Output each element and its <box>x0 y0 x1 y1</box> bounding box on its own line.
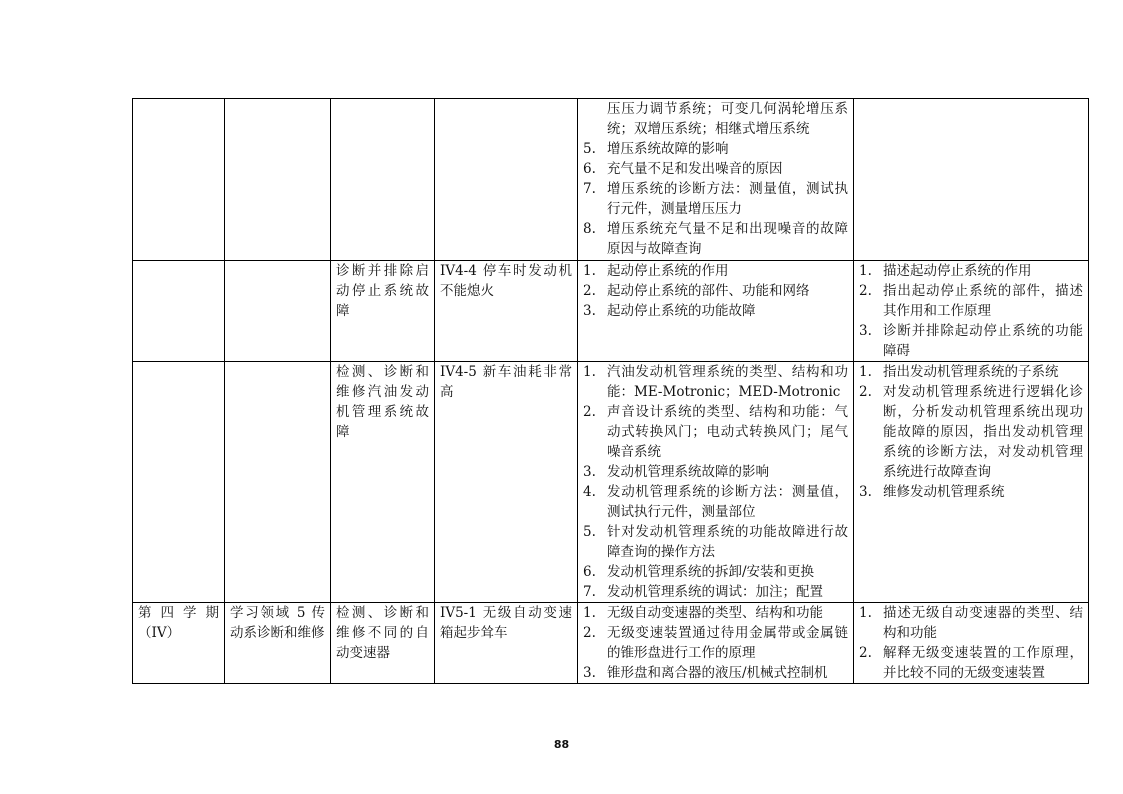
semester-cell <box>133 99 225 261</box>
table-row <box>133 603 1089 684</box>
goal-cell <box>854 99 1089 261</box>
content-list <box>583 139 848 259</box>
case-cell <box>435 99 578 261</box>
list-item: 3. 维修发动机管理系统 <box>859 484 1005 500</box>
curriculum-table <box>132 98 1089 684</box>
list-item: 3. 诊断并排除起动停止系统的功能障碍 <box>859 323 1083 359</box>
learning-field-cell <box>225 362 331 603</box>
list-item: 2. 对发动机管理系统进行逻辑化诊断，分析发动机管理系统出现功能故障的原因，指出发动机管理系统的诊断方法，对发动机管理系统进行故障查询 <box>859 384 1083 480</box>
list-item: 1. 起动停止系统的作用 <box>583 263 729 279</box>
list-item: 2. 起动停止系统的部件、功能和网络 <box>583 283 810 299</box>
task-cell: 诊断并排除启动停止系统故障 <box>331 261 435 362</box>
list-item: 7. 增压系统的诊断方法：测量值，测试执行元件，测量增压压力 <box>583 181 848 217</box>
semester-cell: 第四学期（IV） <box>133 603 225 684</box>
list-item: 8. 增压系统充气量不足和出现噪音的故障原因与故障查询 <box>583 221 848 257</box>
content-continuation: 压压力调节系统；可变几何涡轮增压系统；双增压系统；相继式增压系统 <box>607 101 848 137</box>
page-number: 88 <box>553 738 570 751</box>
list-item: 6. 充气量不足和发出噪音的原因 <box>583 161 783 177</box>
case-cell: IV4-5 新车油耗非常高 <box>435 362 578 603</box>
task-cell: 检测、诊断和维修不同的自动变速器 <box>331 603 435 684</box>
goal-list <box>859 362 1083 502</box>
goal-cell <box>854 261 1089 362</box>
content-cell <box>578 362 854 603</box>
content-cell <box>578 99 854 261</box>
list-item: 2. 无级变速装置通过待用金属带或金属链的锥形盘进行工作的原理 <box>583 625 848 661</box>
list-item: 1. 描述无级自动变速器的类型、结构和功能 <box>859 605 1083 641</box>
list-item: 1. 指出发动机管理系统的子系统 <box>859 364 1059 380</box>
list-item: 1. 汽油发动机管理系统的类型、结构和功能：ME-Motronic；MED-Motronic <box>583 364 848 400</box>
task-cell: 检测、诊断和维修汽油发动机管理系统故障 <box>331 362 435 603</box>
goal-list <box>859 261 1083 361</box>
list-item: 4. 发动机管理系统的诊断方法：测量值，测试执行元件，测量部位 <box>583 484 848 520</box>
content-cell <box>578 603 854 684</box>
content-list <box>583 362 848 602</box>
table-row <box>133 99 1089 261</box>
content-list <box>583 603 848 683</box>
learning-field-cell <box>225 99 331 261</box>
list-item: 1. 描述起动停止系统的作用 <box>859 263 1032 279</box>
semester-cell <box>133 362 225 603</box>
list-item: 3. 锥形盘和离合器的液压/机械式控制机 <box>583 665 828 681</box>
list-item: 2. 解释无级变速装置的工作原理，并比较不同的无级变速装置 <box>859 645 1083 681</box>
list-item: 3. 发动机管理系统故障的影响 <box>583 464 769 480</box>
table-row <box>133 362 1089 603</box>
list-item: 2. 指出起动停止系统的部件，描述其作用和工作原理 <box>859 283 1083 319</box>
goal-list <box>859 603 1083 683</box>
list-item: 3. 起动停止系统的功能故障 <box>583 303 756 319</box>
list-item: 1. 无级自动变速器的类型、结构和功能 <box>583 605 823 621</box>
goal-cell <box>854 603 1089 684</box>
table-row <box>133 261 1089 362</box>
list-item: 5. 针对发动机管理系统的功能故障进行故障查询的操作方法 <box>583 524 848 560</box>
learning-field-cell: 学习领域 5 传动系诊断和维修 <box>225 603 331 684</box>
goal-cell <box>854 362 1089 603</box>
case-cell: IV5-1 无级自动变速箱起步耸车 <box>435 603 578 684</box>
list-item: 6. 发动机管理系统的拆卸/安装和更换 <box>583 564 815 580</box>
list-item: 2. 声音设计系统的类型、结构和功能：气动式转换风门；电动式转换风门；尾气噪音系统 <box>583 404 848 460</box>
learning-field-cell <box>225 261 331 362</box>
list-item: 7. 发动机管理系统的调试：加注；配置 <box>583 584 823 600</box>
case-cell: IV4-4 停车时发动机不能熄火 <box>435 261 578 362</box>
content-cell <box>578 261 854 362</box>
task-cell <box>331 99 435 261</box>
list-item: 5. 增压系统故障的影响 <box>583 141 729 157</box>
semester-cell <box>133 261 225 362</box>
content-list <box>583 261 848 321</box>
